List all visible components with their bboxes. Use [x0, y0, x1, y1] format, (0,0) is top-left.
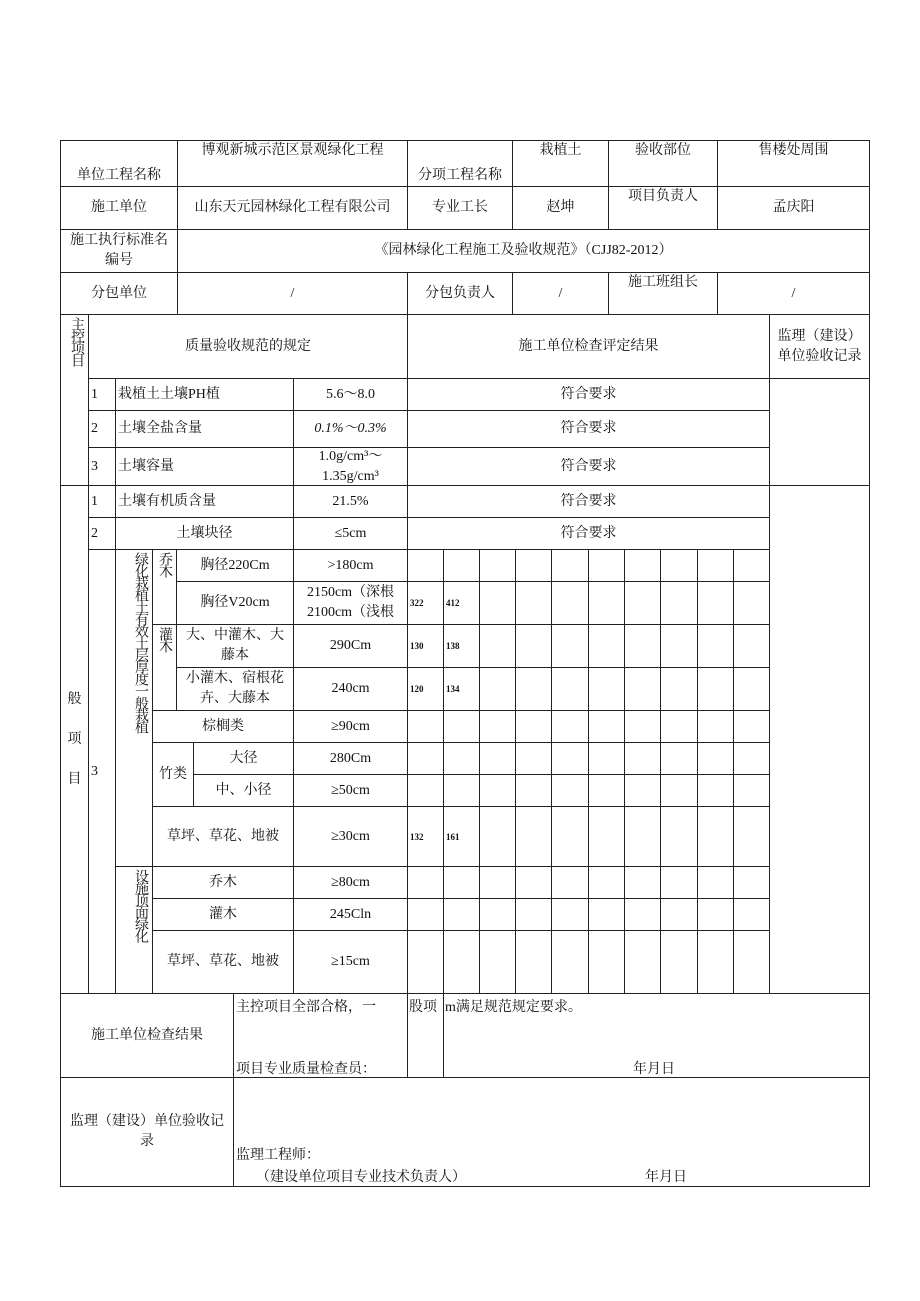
contractor-value: 山东天元园林绿化工程有限公司	[177, 186, 408, 230]
measurement-cell	[733, 710, 770, 743]
subcontractor-value: /	[177, 272, 408, 315]
measurement-cell	[407, 930, 444, 994]
measurement-cell	[624, 930, 661, 994]
shrubs-label: 灌木	[152, 624, 177, 711]
measurement-cell	[407, 549, 444, 582]
inspector-label: 项目专业质量检查员：	[236, 1062, 376, 1077]
sub-manager-value: /	[512, 272, 609, 315]
item-result: 符合要求	[407, 517, 770, 550]
item-name: 土壤容量	[115, 447, 294, 486]
measurement-cell	[407, 774, 444, 807]
measurement-cell	[624, 774, 661, 807]
row-value: 290Cm	[293, 624, 408, 668]
measurement-cell	[624, 667, 661, 711]
general-label: 般 项 目	[60, 485, 89, 994]
measurement-cell	[515, 667, 552, 711]
item-result: 符合要求	[407, 378, 770, 411]
measurement-cell	[588, 866, 625, 899]
row-name: 胸径220Cm	[176, 549, 294, 582]
measurement-cell	[624, 624, 661, 668]
measurement-cell	[443, 742, 480, 775]
measurement-cell	[479, 866, 516, 899]
check-result-label: 施工单位检查结果	[60, 993, 234, 1078]
item-value: 0.1%～0.3%	[293, 410, 408, 448]
row-value: ≥30cm	[293, 806, 408, 867]
measurement-cell	[588, 549, 625, 582]
spec-header: 质量验收规范的规定	[88, 314, 408, 379]
measurement-cell	[407, 898, 444, 931]
measurement-cell	[697, 806, 734, 867]
unit-project-label: 单位工程名称	[60, 140, 178, 187]
measurement-cell	[551, 742, 589, 775]
check-text: m满足规范规定要求。	[445, 1000, 582, 1015]
team-leader-label: 施工班组长	[608, 272, 718, 315]
measurement-cell	[551, 774, 589, 807]
measurement-cell	[624, 710, 661, 743]
item-result: 符合要求	[407, 410, 770, 448]
measurement-cell	[624, 866, 661, 899]
row-value: ≥90cm	[293, 710, 408, 743]
item-value: 5.6～8.0	[293, 378, 408, 411]
row-name: 中、小径	[193, 774, 294, 807]
measurement-cell	[515, 581, 552, 625]
item-number: 1	[88, 485, 116, 518]
measurement-cell	[443, 774, 480, 807]
row-name: 大、中灌木、大 藤本	[176, 624, 294, 668]
measurement-cell	[624, 581, 661, 625]
item-result: 符合要求	[407, 447, 770, 486]
date-label: 年月日	[633, 1062, 675, 1077]
measurement-cell	[660, 710, 698, 743]
measurement-cell	[588, 898, 625, 931]
standard-label: 施工执行标准名 编号	[60, 229, 178, 273]
measurement-cell	[551, 806, 589, 867]
sub-manager-label: 分包负责人	[407, 272, 513, 315]
foreman-label: 专业工长	[407, 186, 513, 230]
measurement-cell	[588, 667, 625, 711]
measurement-cell	[660, 806, 698, 867]
measurement-cell	[697, 774, 734, 807]
acceptance-part-label: 验收部位	[608, 140, 718, 187]
row-name: 棕榈类	[152, 710, 294, 743]
measurement-cell	[733, 581, 770, 625]
contractor-label: 施工单位	[60, 186, 178, 230]
pm-value: 孟庆阳	[717, 186, 870, 230]
engineer-label: 监理工程师：	[236, 1148, 320, 1163]
row-value: >180cm	[293, 549, 408, 582]
measurement-cell: 138	[443, 624, 480, 668]
measurement-cell	[515, 774, 552, 807]
item-number: 2	[88, 410, 116, 448]
measurement-cell: 132	[407, 806, 444, 867]
measurement-cell	[479, 930, 516, 994]
measurement-cell	[660, 624, 698, 668]
measurement-cell	[588, 624, 625, 668]
measurement-cell: 161	[443, 806, 480, 867]
measurement-cell	[660, 866, 698, 899]
measurement-cell	[443, 930, 480, 994]
measurement-cell	[697, 866, 734, 899]
measurement-cell	[624, 806, 661, 867]
measurement-cell	[733, 667, 770, 711]
measurement-cell	[588, 581, 625, 625]
measurement-cell	[407, 866, 444, 899]
measurement-cell	[479, 624, 516, 668]
group-roof-label: 设施顶面绿化	[115, 866, 153, 994]
measurement-cell	[733, 774, 770, 807]
measurement-cell	[515, 930, 552, 994]
group-planting-label: 绿化栽植土有效土层厚度一般栽植	[115, 549, 153, 867]
item-result: 符合要求	[407, 485, 770, 518]
measurement-cell: 130	[407, 624, 444, 668]
row-name: 胸径V20cm	[176, 581, 294, 625]
measurement-cell	[407, 742, 444, 775]
measurement-cell	[697, 930, 734, 994]
measurement-cell	[733, 742, 770, 775]
team-leader-value: /	[717, 272, 870, 315]
result-header: 施工单位检查评定结果	[407, 314, 770, 379]
measurement-cell	[479, 549, 516, 582]
measurement-cell	[515, 624, 552, 668]
foreman-value: 赵坤	[512, 186, 609, 230]
measurement-cell	[551, 866, 589, 899]
item-name: 栽植土土壤PH植	[115, 378, 294, 411]
measurement-cell	[551, 667, 589, 711]
row-name: 草坪、草花、地被	[152, 930, 294, 994]
row-value: 280Cm	[293, 742, 408, 775]
item-name: 土壤有机质含量	[115, 485, 294, 518]
measurement-cell	[624, 549, 661, 582]
measurement-cell	[551, 624, 589, 668]
row-value: ≥15cm	[293, 930, 408, 994]
measurement-cell	[551, 930, 589, 994]
check-text: 主控项目全部合格，一	[236, 1000, 376, 1015]
measurement-cell	[697, 624, 734, 668]
item-value: 21.5%	[293, 485, 408, 518]
measurement-cell	[733, 930, 770, 994]
measurement-cell	[479, 581, 516, 625]
measurement-cell	[697, 898, 734, 931]
measurement-cell	[588, 710, 625, 743]
measurement-cell	[660, 667, 698, 711]
measurement-cell	[588, 774, 625, 807]
item-number: 1	[88, 378, 116, 411]
measurement-cell	[624, 742, 661, 775]
measurement-cell	[479, 742, 516, 775]
measurement-cell	[479, 898, 516, 931]
row-name: 草坪、草花、地被	[152, 806, 294, 867]
measurement-cell	[733, 549, 770, 582]
row-name: 大径	[193, 742, 294, 775]
measurement-cell	[588, 742, 625, 775]
row-value: 2150cm（深根 2100cm（浅根	[293, 581, 408, 625]
sub-project-label: 分项工程名称	[407, 140, 513, 187]
measurement-cell: 322	[407, 581, 444, 625]
item-value: 1.0g/cm³～ 1.35g/cm³	[293, 447, 408, 486]
owner-label: （建设单位项目专业技术负责人）	[256, 1170, 466, 1185]
row-value: ≥50cm	[293, 774, 408, 807]
measurement-cell	[660, 930, 698, 994]
measurement-cell	[551, 898, 589, 931]
measurement-cell	[733, 898, 770, 931]
unit-project-value: 博观新城示范区景观绿化工程	[177, 140, 408, 187]
row-value: ≥80cm	[293, 866, 408, 899]
measurement-cell	[551, 710, 589, 743]
measurement-cell	[624, 898, 661, 931]
measurement-cell	[515, 549, 552, 582]
item-value: ≤5cm	[293, 517, 408, 550]
measurement-cell	[697, 581, 734, 625]
main-control-label: 主控项目	[60, 314, 89, 486]
measurement-cell	[479, 806, 516, 867]
trees-label: 乔木	[152, 549, 177, 625]
date-label: 年月日	[645, 1170, 687, 1185]
measurement-cell	[660, 581, 698, 625]
item-name: 土壤块径	[115, 517, 294, 550]
item-number: 3	[88, 447, 116, 486]
measurement-cell: 412	[443, 581, 480, 625]
measurement-cell	[407, 710, 444, 743]
item-number: 2	[88, 517, 116, 550]
measurement-cell	[697, 549, 734, 582]
pm-label: 项目负责人	[608, 186, 718, 230]
row-value: 245Cln	[293, 898, 408, 931]
measurement-cell	[588, 930, 625, 994]
supervisor-header: 监理（建设） 单位验收记录	[769, 314, 870, 379]
item-number: 3	[88, 549, 116, 994]
measurement-cell: 120	[407, 667, 444, 711]
measurement-cell: 134	[443, 667, 480, 711]
measurement-cell	[443, 898, 480, 931]
measurement-cell	[443, 866, 480, 899]
measurement-cell	[515, 866, 552, 899]
measurement-cell	[733, 624, 770, 668]
row-name: 乔木	[152, 866, 294, 899]
measurement-cell	[515, 742, 552, 775]
measurement-cell	[660, 742, 698, 775]
measurement-cell	[515, 898, 552, 931]
measurement-cell	[479, 667, 516, 711]
acceptance-part-value: 售楼处周围	[717, 140, 870, 187]
row-value: 240cm	[293, 667, 408, 711]
measurement-cell	[515, 710, 552, 743]
measurement-cell	[588, 806, 625, 867]
measurement-cell	[733, 806, 770, 867]
measurement-cell	[697, 710, 734, 743]
supervisor-record	[769, 485, 870, 994]
measurement-cell	[697, 742, 734, 775]
supervisor-record	[769, 378, 870, 486]
subcontractor-label: 分包单位	[60, 272, 178, 315]
row-name: 灌木	[152, 898, 294, 931]
measurement-cell	[551, 581, 589, 625]
sub-project-value: 栽植土	[512, 140, 609, 187]
item-name: 土壤全盐含量	[115, 410, 294, 448]
standard-value: 《园林绿化工程施工及验收规范》（CJJ82-2012）	[177, 229, 870, 273]
supervisor-label: 监理（建设）单位验收记 录	[60, 1077, 234, 1187]
measurement-cell	[515, 806, 552, 867]
check-text: 股项	[409, 1000, 437, 1015]
measurement-cell	[697, 667, 734, 711]
measurement-cell	[660, 774, 698, 807]
measurement-cell	[551, 549, 589, 582]
measurement-cell	[660, 898, 698, 931]
row-name: 小灌木、宿根花 卉、大藤本	[176, 667, 294, 711]
measurement-cell	[479, 774, 516, 807]
measurement-cell	[443, 549, 480, 582]
measurement-cell	[733, 866, 770, 899]
measurement-cell	[660, 549, 698, 582]
measurement-cell	[479, 710, 516, 743]
measurement-cell	[443, 710, 480, 743]
bamboo-label: 竹类	[152, 742, 194, 807]
